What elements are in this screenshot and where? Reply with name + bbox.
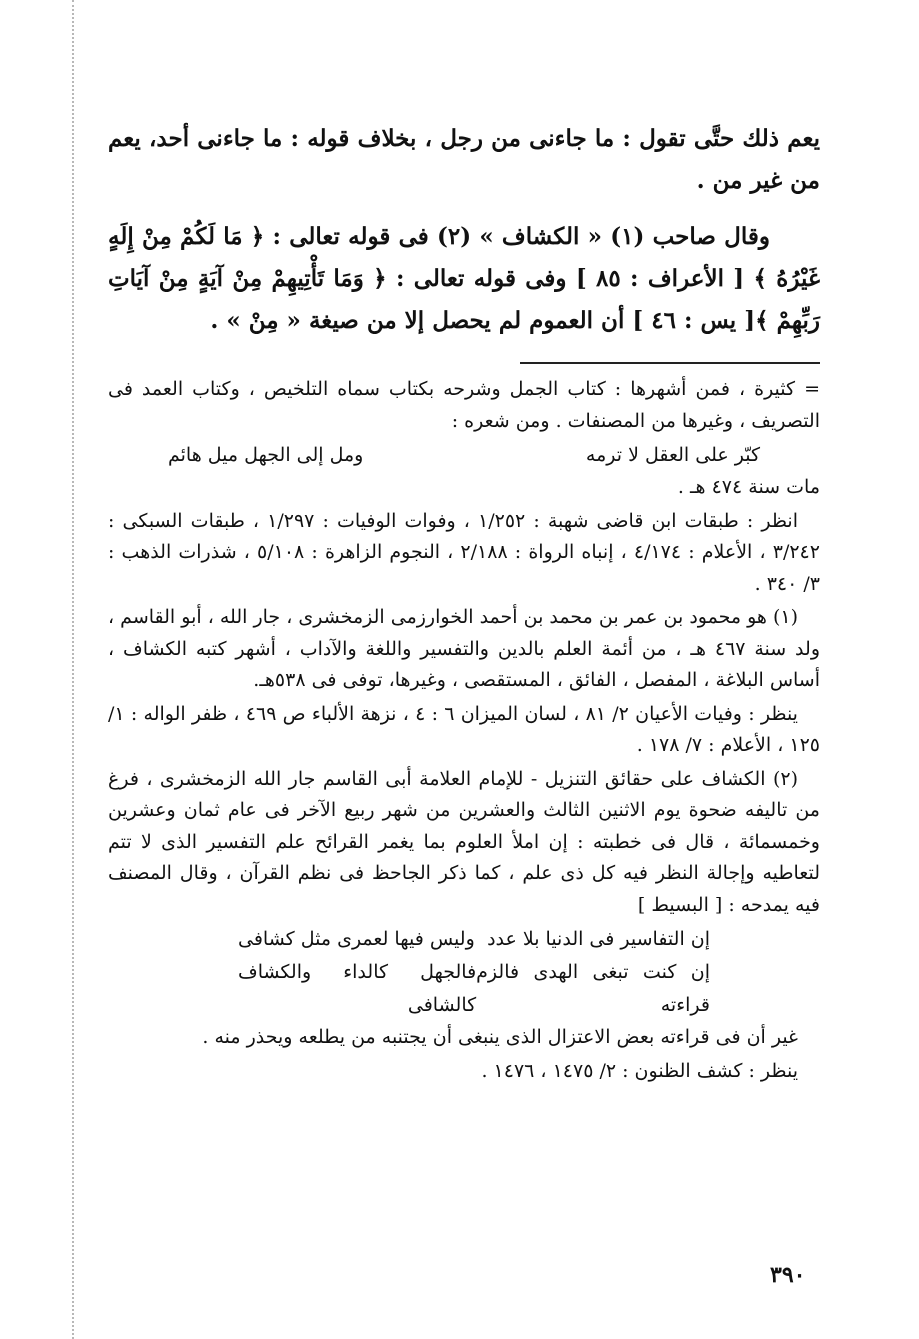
main-text bbox=[108, 118, 820, 342]
footnote-1: (١) هو محمود بن عمر بن محمد بن أحمد الخوارزمى الزمخشرى ، جار الله ، أبو القاسم ، ولد سنة ٤٦٧ هـ ، من أئمة العلم بالدين والتفسير واللغة والآداب ، أشهر كتبه الكشاف ، أساس البلاغة ، المفصل ، الفائق ، المستقصى ، وغيرها، توفى فى ٥٣٨هـ. bbox=[108, 606, 820, 691]
footnote-ref-2: (٢) bbox=[436, 223, 472, 250]
verse-reference-1: [ الأعراف : ٨٥ ] وفى قوله تعالى : bbox=[386, 265, 754, 292]
references-2: ينظر : وفيات الأعيان ٢/ ٨١ ، لسان الميزان ٦ : ٤ ، نزهة الألباء ص ٤٦٩ ، ظفر الواله : ١/ ١٢٥ ، الأعلام : ٧/ ١٧٨ . bbox=[108, 702, 820, 756]
death-date: مات سنة ٤٧٤ هـ . bbox=[677, 476, 820, 498]
main-paragraph-2 bbox=[108, 216, 820, 342]
scan-margin-dots bbox=[72, 0, 74, 1339]
footnote-ref-1: (١) bbox=[610, 223, 645, 250]
poem-line-0 bbox=[108, 439, 820, 472]
hemistich-left: وليس فيها لعمرى مثل كشافى bbox=[238, 928, 475, 950]
poem-line-2 bbox=[108, 956, 820, 1022]
book-page bbox=[108, 118, 820, 1089]
quran-verse-1: ﴿ مَا لَكُمْ مِنْ إِلَهٍ غَيْرُهُ ﴾ bbox=[108, 223, 820, 292]
references-3: ينظر : كشف الظنون : ٢/ ١٤٧٥ ، ١٤٧٦ . bbox=[481, 1059, 798, 1082]
references-1: انظر : طبقات ابن قاضى شهبة : ١/٢٥٢ ، وفوات الوفيات : ١/٢٩٧ ، طبقات السبكى : ٣/٢٤٢ ، الأعلام : ٤/١٧٤ ، إنباه الرواة : ٢/١٨٨ ، النجوم الزاهرة : ٥/١٠٨ ، شذرات الذهب : ٣/ ٣٤٠ . bbox=[108, 509, 820, 595]
quran-verse-2: ﴿ وَمَا تَأْتِيهِمْ مِنْ آيَةٍ مِنْ آيَاتِ رَبِّهِمْ ﴾ bbox=[108, 265, 820, 334]
hemistich-right: كبّر على العقل لا ترمه bbox=[585, 444, 760, 466]
main-paragraph-1: يعم ذلك حتَّى تقول : ما جاءنى من رجل ، بخلاف قوله : ما جاءنى أحد، يعم من غير من . bbox=[108, 125, 820, 194]
footnote-separator bbox=[520, 362, 820, 364]
page-number: ٣٩٠ bbox=[770, 1262, 806, 1288]
p2-mid-1: « الكشاف » bbox=[471, 223, 611, 250]
poem-line-1 bbox=[108, 923, 820, 956]
hemistich-right: إن كنت تبغى الهدى فالزم قراءته bbox=[476, 961, 710, 1016]
verse-reference-2: [ يس : ٤٦ ] أن العموم لم يحصل إلا من صيغة « مِنْ » . bbox=[210, 307, 756, 334]
hemistich-right: إن التفاسير فى الدنيا بلا عدد bbox=[487, 928, 710, 950]
hemistich-left: فالجهل كالداء والكشاف كالشافى bbox=[238, 961, 477, 1016]
hemistich-left: ومل إلى الجهل ميل هائم bbox=[168, 444, 364, 466]
footnotes bbox=[108, 374, 820, 1087]
footnote-2: (٢) الكشاف على حقائق التنزيل - للإمام العلامة أبى القاسم جار الله الزمخشرى ، فرغ من تاليفه ضحوة يوم الاثنين الثالث والعشرين من شهر ربيع الآخر فى عام ثمان وعشرين وخمسمائة ، قال فى خطبته : إن املأ العلوم بما يغمر القرائح علم التفسير الذى لا تتم لتعاطيه وإجالة النظر فيه كل ذى علم ، كما ذكر الجاحظ فى نظم القرآن ، وقال المصنف فيه يمدحه : [ البسيط ] bbox=[108, 767, 820, 916]
footnote-2-continuation: غير أن فى قراءته بعض الاعتزال الذى ينبغى أن يجتنبه من يطلعه ويحذر منه . bbox=[202, 1026, 798, 1048]
footnote-continuation: = كثيرة ، فمن أشهرها : كتاب الجمل وشرحه بكتاب سماه التلخيص ، وكتاب العمد فى التصريف ، وغيرها من المصنفات . ومن شعره : bbox=[108, 378, 820, 432]
p2-mid-2: فى قوله تعالى : bbox=[264, 223, 437, 250]
p2-lead: وقال صاحب bbox=[644, 223, 770, 250]
